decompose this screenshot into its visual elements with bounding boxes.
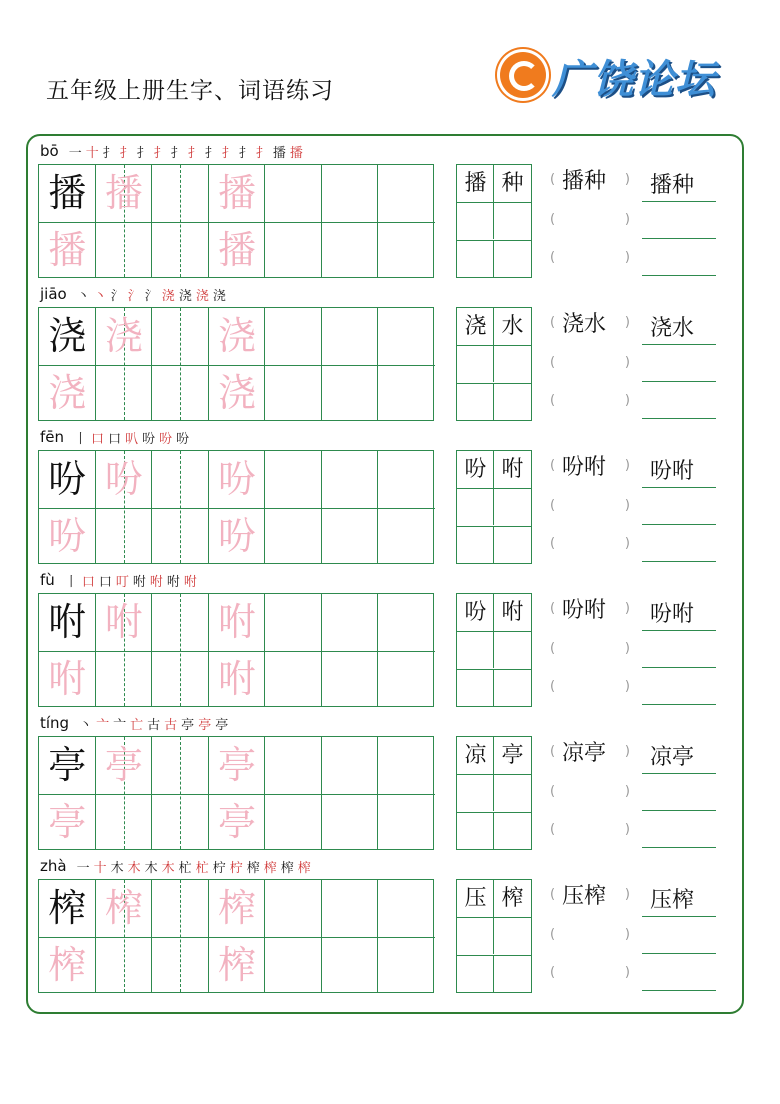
paren-line: ( ) — [550, 601, 630, 616]
word-model — [457, 308, 531, 346]
write-line[interactable] — [642, 847, 716, 848]
stroke-step: 杧 — [178, 860, 192, 876]
trace-char: 咐 — [104, 600, 143, 644]
trace-char: 榨 — [217, 886, 256, 930]
model-char: 咐 — [48, 600, 87, 644]
word-cell[interactable] — [457, 383, 494, 420]
pinyin-answer-column — [550, 736, 630, 850]
grid-cell[interactable] — [378, 508, 435, 565]
grid-cell[interactable] — [265, 880, 322, 937]
write-line[interactable] — [642, 630, 716, 631]
paren-line: ( ) — [550, 458, 630, 473]
grid-cell[interactable] — [322, 222, 379, 279]
stroke-step: 口 — [81, 574, 95, 590]
stroke-order-row — [40, 283, 226, 305]
pinyin-answer-column — [550, 879, 630, 993]
grid-cell[interactable] — [378, 222, 435, 279]
grid-cell[interactable] — [378, 365, 435, 422]
stroke-step: 丨 — [64, 574, 78, 590]
stroke-step: 古 — [147, 717, 161, 733]
stroke-step: 亠 — [96, 717, 110, 733]
grid-cell[interactable] — [378, 880, 435, 937]
trace-char: 榨 — [104, 886, 143, 930]
word-cell[interactable] — [457, 345, 494, 382]
word-char: 榨 — [501, 886, 524, 911]
trace-char: 浇 — [104, 314, 143, 358]
write-line[interactable] — [642, 381, 716, 382]
pinyin-answer-column — [550, 307, 630, 421]
word-cell[interactable] — [494, 383, 531, 420]
stroke-step: 口 — [91, 431, 105, 447]
word-char: 亭 — [501, 743, 524, 768]
logo-text: 广饶论坛 — [552, 57, 716, 103]
stroke-step: 播 — [272, 145, 286, 161]
grid-cell[interactable] — [322, 737, 379, 794]
trace-char: 浇 — [217, 314, 256, 358]
word-model — [457, 594, 531, 632]
guide-line — [180, 308, 181, 420]
stroke-step: 咐 — [132, 574, 146, 590]
word-cell[interactable] — [494, 240, 531, 277]
stroke-step: 十 — [85, 145, 99, 161]
char-block — [38, 426, 744, 569]
grid-cell[interactable] — [265, 937, 322, 994]
stroke-step: 榨 — [297, 860, 311, 876]
writing-grid — [38, 593, 434, 707]
stroke-step: 柠 — [212, 860, 226, 876]
paren-line[interactable]: ( ) — [550, 641, 630, 656]
stroke-step: 咐 — [149, 574, 163, 590]
grid-cell[interactable] — [322, 880, 379, 937]
stroke-order-row — [40, 855, 311, 877]
stroke-step: 榨 — [246, 860, 260, 876]
pinyin-answer-column — [550, 164, 630, 278]
word-cell[interactable] — [494, 917, 531, 954]
char-block — [38, 283, 744, 426]
copy-lines — [642, 450, 716, 564]
lines-word: 吩咐 — [650, 459, 695, 484]
stroke-step: 播 — [289, 145, 303, 161]
stroke-step: 木 — [144, 860, 158, 876]
paren-word: 播种 — [562, 169, 607, 194]
write-line[interactable] — [642, 953, 716, 954]
paren-line[interactable]: ( ) — [550, 250, 630, 265]
paren-word: 吩咐 — [562, 455, 607, 480]
word-cell[interactable] — [494, 774, 531, 811]
grid-cell[interactable] — [322, 594, 379, 651]
copy-lines — [642, 736, 716, 850]
stroke-step: 扌 — [119, 145, 133, 161]
grid-cell[interactable] — [265, 651, 322, 708]
grid-cell[interactable] — [322, 508, 379, 565]
stroke-step: 氵 — [127, 288, 141, 304]
word-char: 吩 — [464, 457, 487, 482]
paren-line[interactable]: ( ) — [550, 393, 630, 408]
word-cell[interactable] — [457, 917, 494, 954]
paren-word: 凉亭 — [562, 741, 607, 766]
model-char: 榨 — [48, 886, 87, 930]
copy-lines — [642, 164, 716, 278]
write-line[interactable] — [642, 344, 716, 345]
pinyin-answer-column — [550, 450, 630, 564]
paren-line: ( ) — [550, 744, 630, 759]
stroke-step: 丨 — [74, 431, 88, 447]
lines-word: 播种 — [650, 173, 695, 198]
trace-char: 吩 — [104, 457, 143, 501]
stroke-step: 扌 — [136, 145, 150, 161]
word-char: 凉 — [464, 743, 487, 768]
trace-char: 播 — [217, 227, 256, 272]
paren-line[interactable]: ( ) — [550, 965, 630, 980]
stroke-step: 古 — [164, 717, 178, 733]
stroke-step: 扌 — [204, 145, 218, 161]
paren-line[interactable]: ( ) — [550, 679, 630, 694]
grid-cell[interactable] — [265, 508, 322, 565]
pinyin: jiāo — [40, 285, 67, 303]
grid-cell[interactable] — [322, 794, 379, 851]
model-char: 浇 — [48, 314, 87, 358]
word-cell[interactable] — [494, 669, 531, 706]
stroke-step: 榨 — [280, 860, 294, 876]
stroke-step: 柠 — [229, 860, 243, 876]
pinyin: zhà — [40, 857, 67, 875]
char-block — [38, 712, 744, 855]
trace-char: 吩 — [48, 513, 87, 558]
guide-line — [180, 737, 181, 849]
stroke-step: 扌 — [221, 145, 235, 161]
stroke-step: 咐 — [166, 574, 180, 590]
grid-cell[interactable] — [265, 365, 322, 422]
grid-cell[interactable] — [378, 794, 435, 851]
pinyin: bō — [40, 142, 59, 160]
word-cell[interactable] — [457, 812, 494, 849]
write-line[interactable] — [642, 418, 716, 419]
writing-grid — [38, 879, 434, 993]
word-cell[interactable] — [457, 202, 494, 239]
writing-grid — [38, 307, 434, 421]
stroke-step: 叭 — [125, 431, 139, 447]
word-cell[interactable] — [457, 631, 494, 668]
stroke-step: 吩 — [176, 431, 190, 447]
grid-cell[interactable] — [265, 165, 322, 222]
word-cell[interactable] — [457, 774, 494, 811]
stroke-order-row — [40, 426, 189, 448]
trace-char: 榨 — [48, 942, 87, 987]
grid-cell[interactable] — [378, 594, 435, 651]
word-cell[interactable] — [494, 812, 531, 849]
word-grid — [456, 736, 532, 850]
stroke-step: 口 — [108, 431, 122, 447]
grid-cell[interactable] — [322, 451, 379, 508]
stroke-step: 丶 — [76, 288, 90, 304]
write-line[interactable] — [642, 201, 716, 202]
stroke-order-row — [40, 569, 197, 591]
logo — [498, 46, 730, 104]
word-cell[interactable] — [494, 526, 531, 563]
stroke-step: 亭 — [198, 717, 212, 733]
trace-char: 播 — [217, 171, 256, 215]
word-grid — [456, 164, 532, 278]
trace-char: 亭 — [48, 799, 87, 844]
char-block — [38, 855, 744, 998]
stroke-step: 口 — [98, 574, 112, 590]
trace-char: 播 — [48, 227, 87, 272]
copy-lines — [642, 593, 716, 707]
grid-cell[interactable] — [378, 937, 435, 994]
pinyin-answer-column — [550, 593, 630, 707]
word-grid — [456, 879, 532, 993]
paren-line[interactable]: ( ) — [550, 536, 630, 551]
word-char: 压 — [464, 886, 487, 911]
stroke-step: 吩 — [159, 431, 173, 447]
char-block — [38, 569, 744, 712]
stroke-step: 氵 — [110, 288, 124, 304]
trace-char: 亭 — [217, 799, 256, 844]
stroke-step: 木 — [127, 860, 141, 876]
paren-line: ( ) — [550, 172, 630, 187]
stroke-step: 扌 — [153, 145, 167, 161]
stroke-step: 丶 — [79, 717, 93, 733]
writing-grid — [38, 450, 434, 564]
trace-char: 吩 — [217, 457, 256, 501]
paren-line: ( ) — [550, 887, 630, 902]
model-char: 吩 — [48, 457, 87, 501]
stroke-step: 浇 — [178, 288, 192, 304]
write-line[interactable] — [642, 773, 716, 774]
grid-cell[interactable] — [322, 165, 379, 222]
lines-word: 吩咐 — [650, 602, 695, 627]
grid-cell[interactable] — [265, 737, 322, 794]
grid-cell[interactable] — [322, 365, 379, 422]
stroke-order-row — [40, 712, 228, 734]
trace-char: 播 — [104, 171, 143, 215]
grid-cell[interactable] — [322, 651, 379, 708]
stroke-step: 亭 — [215, 717, 229, 733]
pinyin: fēn — [40, 428, 65, 446]
lines-word: 压榨 — [650, 888, 695, 913]
stroke-step: 扌 — [102, 145, 116, 161]
copy-lines — [642, 879, 716, 993]
stroke-step: 亠 — [113, 717, 127, 733]
pinyin: fù — [40, 571, 55, 589]
guide-line — [180, 594, 181, 706]
grid-cell[interactable] — [265, 594, 322, 651]
lines-word: 浇水 — [650, 316, 695, 341]
trace-char: 亭 — [217, 743, 256, 787]
stroke-step: 一 — [68, 145, 82, 161]
grid-cell[interactable] — [265, 794, 322, 851]
stroke-step: 浇 — [195, 288, 209, 304]
model-char: 亭 — [48, 743, 87, 787]
trace-char: 咐 — [217, 656, 256, 701]
trace-char: 咐 — [48, 656, 87, 701]
trace-char: 咐 — [217, 600, 256, 644]
write-line[interactable] — [642, 524, 716, 525]
stroke-step: 榨 — [263, 860, 277, 876]
word-char: 咐 — [501, 600, 524, 625]
paren-word: 浇水 — [562, 312, 607, 337]
word-grid — [456, 593, 532, 707]
word-model — [457, 451, 531, 489]
paren-line: ( ) — [550, 315, 630, 330]
writing-grid — [38, 736, 434, 850]
paren-word: 压榨 — [562, 884, 607, 909]
word-cell[interactable] — [457, 240, 494, 277]
stroke-step: 叮 — [115, 574, 129, 590]
word-model — [457, 737, 531, 775]
word-cell[interactable] — [457, 526, 494, 563]
grid-cell[interactable] — [265, 222, 322, 279]
guide-line — [180, 165, 181, 277]
grid-cell[interactable] — [378, 451, 435, 508]
word-char: 水 — [501, 314, 524, 339]
stroke-step: 木 — [161, 860, 175, 876]
paren-line[interactable]: ( ) — [550, 822, 630, 837]
grid-cell[interactable] — [265, 451, 322, 508]
stroke-step: 扌 — [170, 145, 184, 161]
stroke-step: 咐 — [183, 574, 197, 590]
word-cell[interactable] — [494, 955, 531, 992]
paren-line[interactable]: ( ) — [550, 355, 630, 370]
write-line[interactable] — [642, 487, 716, 488]
stroke-step: 丶 — [93, 288, 107, 304]
stroke-step: 十 — [93, 860, 107, 876]
stroke-step: 亡 — [130, 717, 144, 733]
write-line[interactable] — [642, 704, 716, 705]
stroke-step: 杧 — [195, 860, 209, 876]
word-cell[interactable] — [494, 631, 531, 668]
word-model — [457, 165, 531, 203]
page-title: 五年级上册生字、词语练习 — [46, 78, 334, 104]
word-cell[interactable] — [457, 669, 494, 706]
copy-lines — [642, 307, 716, 421]
char-block — [38, 140, 744, 283]
write-line[interactable] — [642, 990, 716, 991]
stroke-step: 一 — [76, 860, 90, 876]
model-char: 播 — [48, 171, 87, 215]
grid-cell[interactable] — [378, 651, 435, 708]
stroke-order-row — [40, 140, 303, 162]
word-grid — [456, 307, 532, 421]
stroke-step: 氵 — [144, 288, 158, 304]
stroke-step: 浇 — [161, 288, 175, 304]
word-cell[interactable] — [457, 955, 494, 992]
word-model — [457, 880, 531, 918]
word-char: 吩 — [464, 600, 487, 625]
write-line[interactable] — [642, 667, 716, 668]
stroke-step: 扌 — [238, 145, 252, 161]
lines-word: 凉亭 — [650, 745, 695, 770]
grid-cell[interactable] — [378, 308, 435, 365]
trace-char: 吩 — [217, 513, 256, 558]
paren-line[interactable]: ( ) — [550, 498, 630, 513]
paren-line[interactable]: ( ) — [550, 212, 630, 227]
word-grid — [456, 450, 532, 564]
guide-line — [180, 451, 181, 563]
word-cell[interactable] — [494, 345, 531, 382]
stroke-step: 吩 — [142, 431, 156, 447]
stroke-step: 扌 — [187, 145, 201, 161]
grid-cell[interactable] — [322, 937, 379, 994]
stroke-step: 亭 — [181, 717, 195, 733]
paren-word: 吩咐 — [562, 598, 607, 623]
word-cell[interactable] — [494, 488, 531, 525]
word-char: 种 — [501, 171, 524, 196]
paren-line[interactable]: ( ) — [550, 927, 630, 942]
write-line[interactable] — [642, 238, 716, 239]
g-logo-icon — [500, 52, 546, 98]
word-cell[interactable] — [457, 488, 494, 525]
trace-char: 亭 — [104, 743, 143, 787]
stroke-step: 木 — [110, 860, 124, 876]
guide-line — [180, 880, 181, 992]
paren-line[interactable]: ( ) — [550, 784, 630, 799]
word-cell[interactable] — [494, 202, 531, 239]
stroke-step: 扌 — [255, 145, 269, 161]
stroke-step: 浇 — [212, 288, 226, 304]
word-char: 浇 — [464, 314, 487, 339]
grid-cell[interactable] — [378, 737, 435, 794]
writing-grid — [38, 164, 434, 278]
trace-char: 榨 — [217, 942, 256, 987]
grid-cell[interactable] — [378, 165, 435, 222]
trace-char: 浇 — [217, 370, 256, 415]
word-char: 咐 — [501, 457, 524, 482]
pinyin: tíng — [40, 714, 70, 732]
write-line[interactable] — [642, 810, 716, 811]
write-line[interactable] — [642, 561, 716, 562]
grid-cell[interactable] — [322, 308, 379, 365]
grid-cell[interactable] — [265, 308, 322, 365]
word-char: 播 — [464, 171, 487, 196]
write-line[interactable] — [642, 275, 716, 276]
trace-char: 浇 — [48, 370, 87, 415]
write-line[interactable] — [642, 916, 716, 917]
